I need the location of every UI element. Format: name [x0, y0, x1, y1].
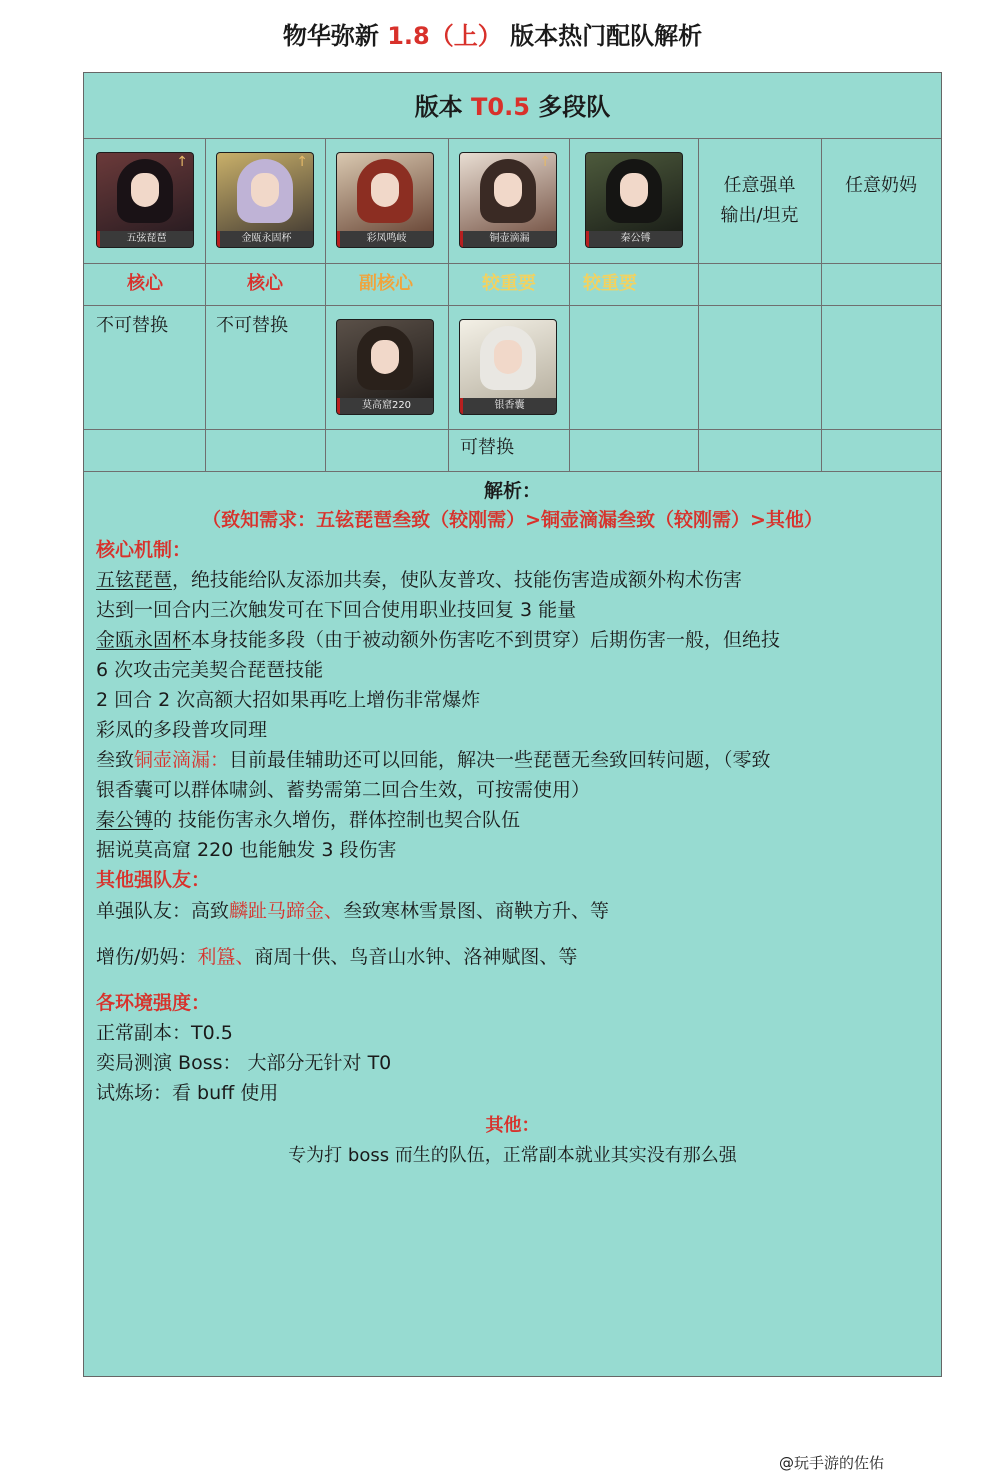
analysis-line: 彩凤的多段普攻同理 [96, 719, 268, 741]
character-name: 金瓯永固杯 [217, 231, 313, 247]
analysis-line: 据说莫高窟 220 也能触发 3 段伤害 [96, 839, 397, 861]
character-name: 银香囊 [460, 398, 556, 414]
character-card-tonghu-dilou [460, 153, 556, 247]
character-card-caifeng-mingqi [337, 153, 433, 247]
replace-note: 不可替换 [216, 315, 288, 336]
dps-teammates-line: 单强队友：高致麟趾马蹄金、叁致寒林雪景图、商鞅方升、等 [96, 900, 610, 922]
grid-line [84, 471, 941, 472]
analysis-line: 秦公镈的 技能伤害永久增伤，群体控制也契合队伍 [96, 809, 521, 831]
character-name: 莫高窟220 [337, 398, 433, 414]
analysis-heading: 解析： [483, 480, 541, 502]
team-board [83, 72, 942, 1377]
character-name: 铜壶滴漏 [460, 231, 556, 247]
grid-line [84, 138, 941, 139]
grid-line [325, 138, 326, 471]
grid-line [448, 138, 449, 471]
environment-line: 奕局测演 Boss： 大部分无针对 T0 [96, 1052, 392, 1074]
character-name: 五弦琵琶 [97, 231, 193, 247]
replace-note: 不可替换 [96, 315, 168, 336]
flex-slot-dps-tank: 任意强单 输出/坦克 [720, 175, 799, 226]
analysis-line: 叁致铜壶滴漏：目前最佳辅助还可以回能，解决一些琵琶无叁致回转问题，（零致 [96, 749, 771, 771]
rank-label: 较重要 [482, 273, 536, 294]
rank-label: 较重要 [583, 273, 637, 294]
analysis-line: 6 次攻击完美契合琵琶技能 [96, 659, 324, 681]
buff-healer-line: 增伤/奶妈：利簋、商周十供、鸟音山水钟、洛神赋图、等 [96, 946, 578, 968]
analysis-line: 五铉琵琶，绝技能给队友添加共奏，使队友普攻、技能伤害造成额外构术伤害 [96, 569, 743, 591]
grid-line [205, 138, 206, 471]
grid-line [84, 305, 941, 306]
character-name: 彩凤鸣岐 [337, 231, 433, 247]
rarity-arrow-icon: ↑ [176, 154, 188, 170]
grid-line [84, 429, 941, 430]
environment-line: 正常副本：T0.5 [96, 1022, 233, 1044]
page-title: 物华弥新 1.8（上） 版本热门配队解析 [282, 22, 703, 50]
replaceable-label: 可替换 [460, 437, 514, 458]
grid-line [84, 263, 941, 264]
other-text: 专为打 boss 而生的队伍，正常副本就业其实没有那么强 [288, 1145, 737, 1166]
character-name: 秦公镈 [586, 231, 682, 247]
analysis-line: 银香囊可以群体啸剑、蓄势需第二回合生效，可按需使用） [96, 779, 591, 801]
rarity-arrow-icon: ↑ [296, 154, 308, 170]
environment-line: 试炼场：看 buff 使用 [96, 1082, 279, 1104]
rank-label: 核心 [247, 273, 283, 294]
character-portrait [460, 320, 556, 398]
author-credit: @玩手游的佐佑 [779, 1454, 885, 1472]
other-label: 其他： [485, 1115, 540, 1136]
character-portrait [337, 153, 433, 231]
character-card-jinou-yonggubei [217, 153, 313, 247]
awaken-requirement: （致知需求：五铉琵琶叁致（较刚需）>铜壶滴漏叁致（较刚需）>其他） [202, 509, 823, 531]
core-mechanic-label: 核心机制： [96, 539, 192, 561]
character-card-mogaoku-220 [337, 320, 433, 414]
team-title: 版本 T0.5 多段队 [414, 93, 611, 121]
analysis-line: 金瓯永固杯本身技能多段（由于被动额外伤害吃不到贯穿）后期伤害一般，但绝技 [96, 629, 781, 651]
grid-line [569, 138, 570, 471]
rank-label: 核心 [127, 273, 163, 294]
character-card-yin-xiangnang [460, 320, 556, 414]
character-card-wuxian-pipa [97, 153, 193, 247]
character-portrait [337, 320, 433, 398]
flex-slot-healer: 任意奶妈 [845, 175, 917, 196]
rarity-arrow-icon: ↑ [539, 154, 551, 170]
character-card-qin-gongbo [586, 153, 682, 247]
character-portrait [586, 153, 682, 231]
rank-label: 副核心 [359, 273, 413, 294]
analysis-line: 达到一回合内三次触发可在下回合使用职业技回复 3 能量 [96, 599, 577, 621]
environment-strength-label: 各环境强度： [96, 992, 211, 1014]
other-teammates-label: 其他强队友： [96, 869, 211, 891]
analysis-line: 2 回合 2 次高额大招如果再吃上增伤非常爆炸 [96, 689, 481, 711]
